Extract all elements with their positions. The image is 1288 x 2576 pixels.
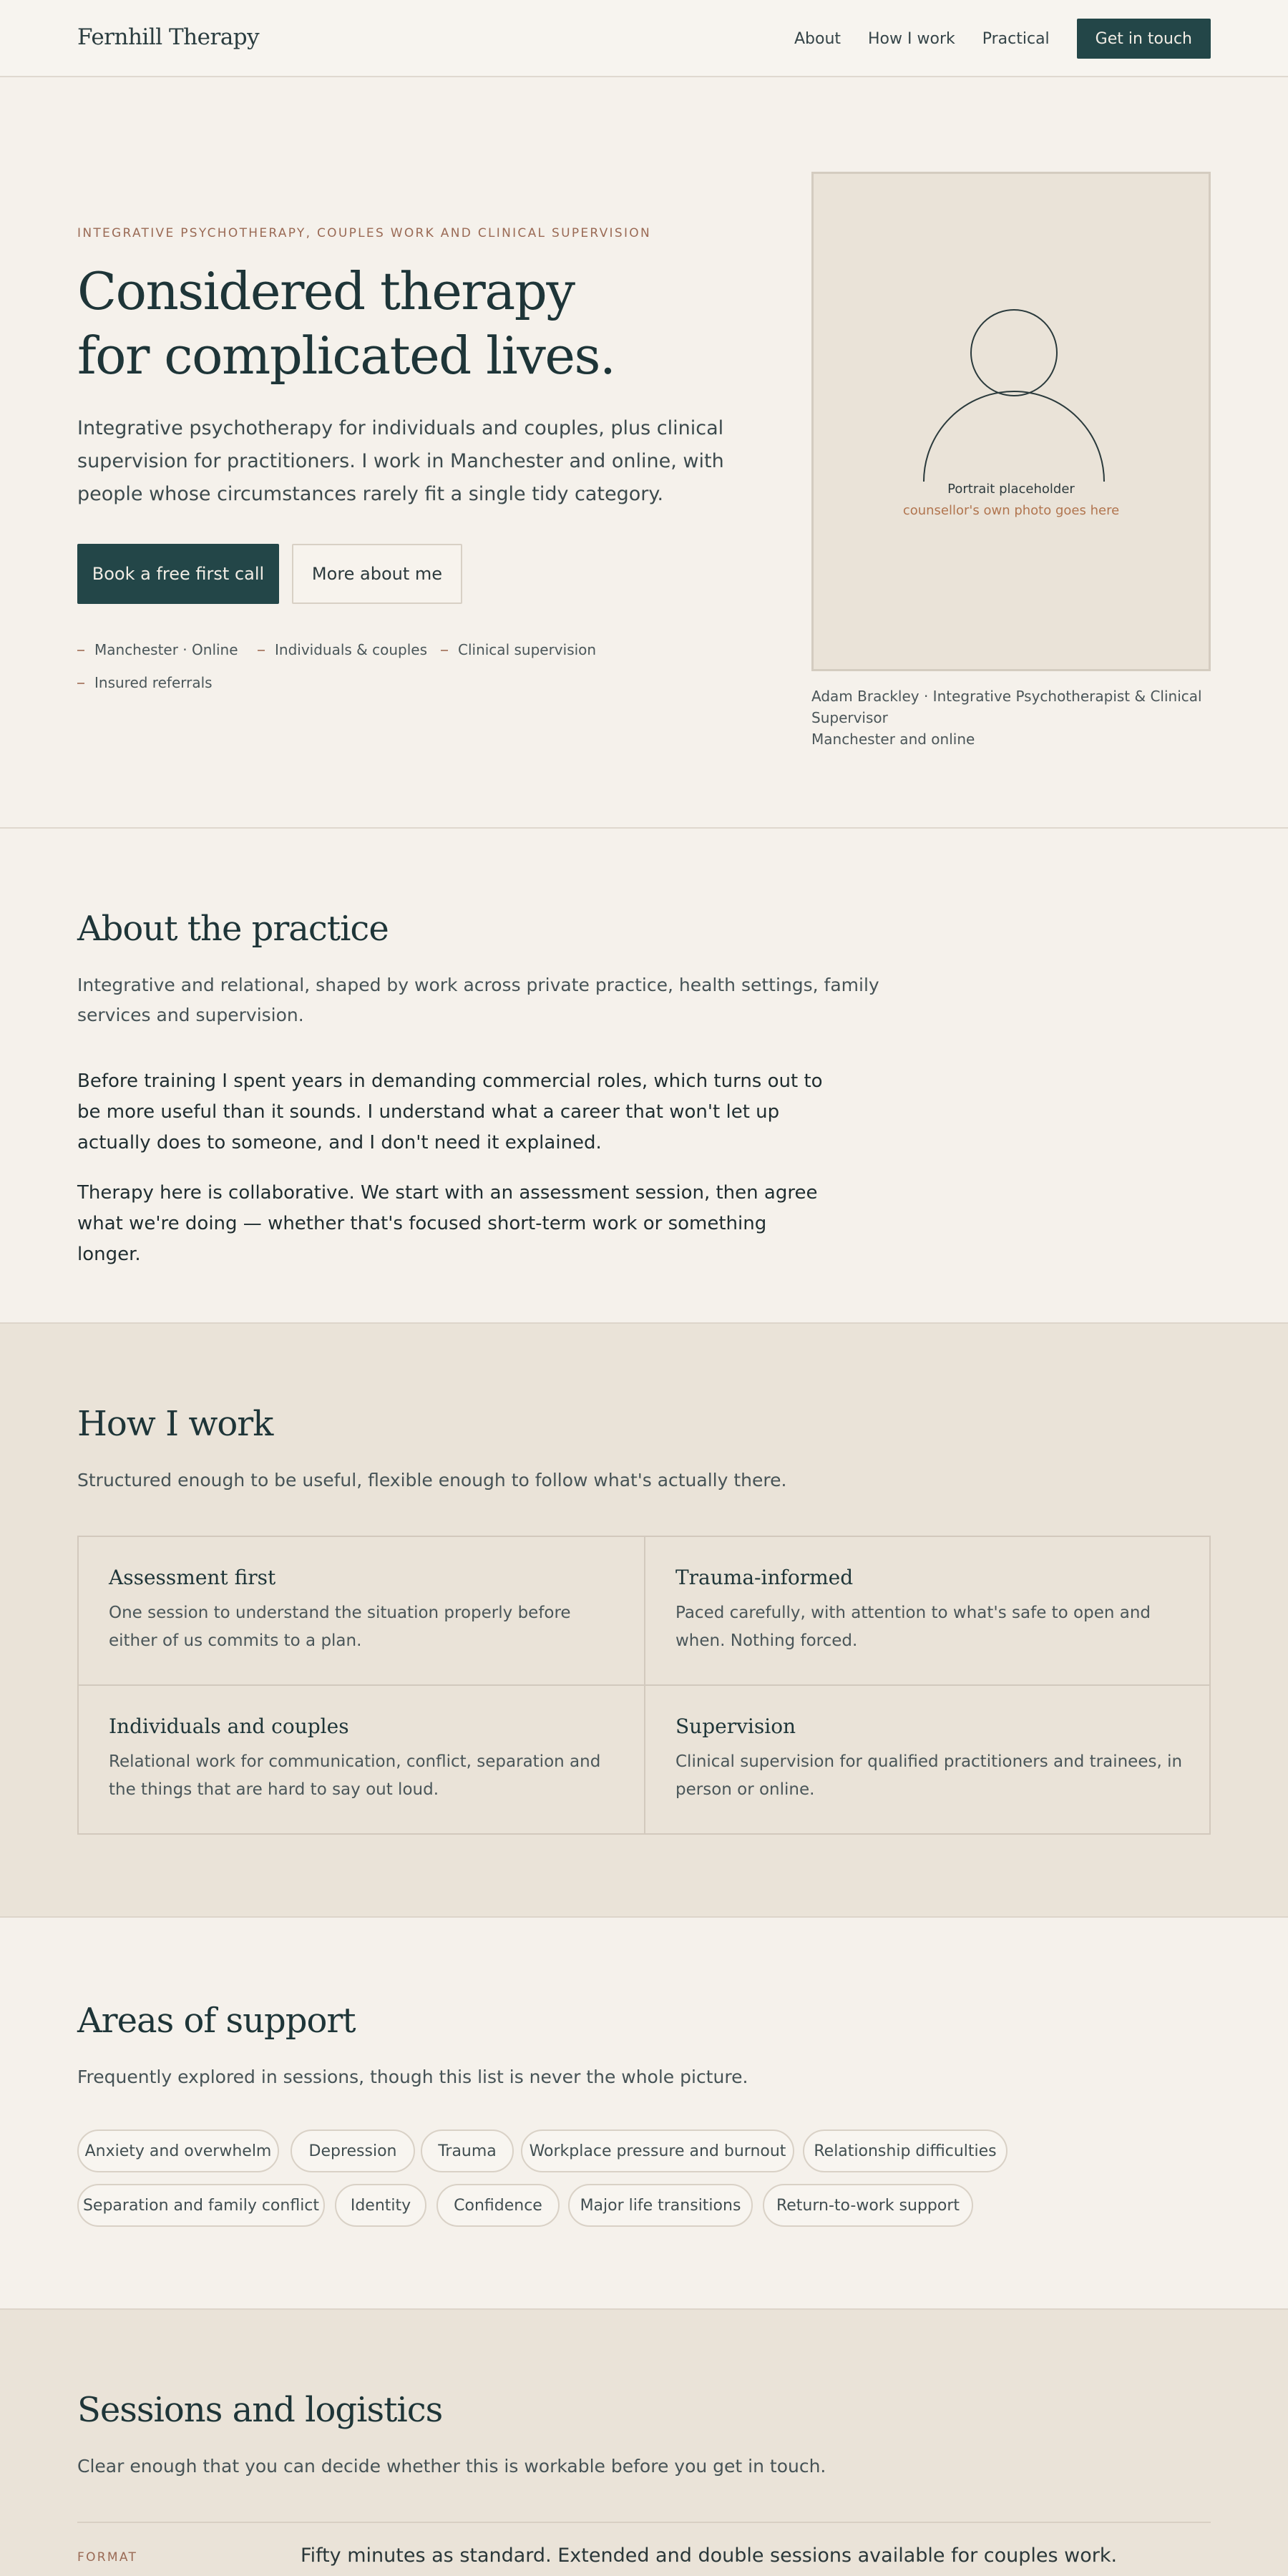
chip-depression[interactable]: Depression: [291, 2129, 415, 2172]
brand-logo[interactable]: Fernhill Therapy: [77, 24, 260, 50]
hero-title-line-2: for complicated lives.: [77, 326, 615, 386]
chip-return-to-work[interactable]: Return-to-work support: [763, 2184, 973, 2227]
logistics-section: [0, 2308, 1288, 2576]
logistics-row-label: FORMAT: [77, 2550, 138, 2565]
hero-eyebrow: INTEGRATIVE PSYCHOTHERAPY, COUPLES WORK AND CLINICAL SUPERVISION: [77, 226, 651, 240]
chip-anxiety[interactable]: Anxiety and overwhelm: [77, 2129, 279, 2172]
portrait-placeholder-title: Portrait placeholder: [947, 482, 1075, 497]
chip-identity[interactable]: Identity: [335, 2184, 426, 2227]
main-nav: [767, 19, 1211, 59]
tag-location: Manchester · Online: [94, 641, 238, 658]
caption-name: Adam Brackley · Integrative Psychotherapist & Clinical: [811, 688, 1202, 705]
how-heading: How I work: [77, 1404, 273, 1444]
about-paragraph-2: Therapy here is collaborative. We start with an assessment session, then agree what we're doing — whether that's focused short-term work or something longer.: [77, 1182, 818, 1265]
logistics-divider: [77, 2522, 1211, 2523]
logistics-heading: Sessions and logistics: [77, 2390, 443, 2430]
book-free-call-button[interactable]: Book a free first call: [77, 544, 279, 604]
card-title: Individuals and couples: [109, 1714, 349, 1738]
chip-separation[interactable]: Separation and family conflict: [77, 2184, 325, 2227]
portrait-placeholder-subtitle: counsellor's own photo goes here: [902, 503, 1120, 518]
portrait-placeholder: [811, 172, 1211, 671]
card-title: Assessment first: [109, 1566, 276, 1589]
areas-heading: Areas of support: [77, 2001, 356, 2041]
how-i-work-grid: [77, 1536, 1211, 1835]
card-title: Trauma-informed: [675, 1566, 854, 1589]
tag-clients: Individuals & couples: [275, 641, 428, 658]
card-text: Paced carefully, with attention to what's safe to open and when. Nothing forced.: [675, 1604, 1151, 1650]
more-about-me-button[interactable]: More about me: [292, 544, 462, 604]
how-subtitle: Structured enough to be useful, flexible enough to follow what's actually there.: [77, 1470, 787, 1491]
card-text: One session to understand the situation properly before either of us commits to a plan.: [109, 1604, 571, 1650]
logistics-row-value: Fifty minutes as standard. Extended and double sessions available for couples work.: [301, 2545, 1118, 2567]
chip-trauma[interactable]: Trauma: [421, 2129, 514, 2172]
nav-about[interactable]: About: [794, 29, 841, 48]
card-text: Clinical supervision for qualified practitioners and trainees, in person or online.: [675, 1752, 1183, 1799]
nav-practical[interactable]: Practical: [982, 29, 1050, 48]
chip-relationships[interactable]: Relationship difficulties: [803, 2129, 1008, 2172]
chip-workplace-burnout[interactable]: Workplace pressure and burnout: [521, 2129, 794, 2172]
get-in-touch-button[interactable]: Get in touch: [1077, 19, 1211, 59]
about-subtitle: Integrative and relational, shaped by work across private practice, health settings, family services and supervision.: [77, 975, 879, 1025]
hero-title: [77, 259, 693, 388]
hero-lead: Integrative psychotherapy for individuals and couples, plus clinical supervision for practitioners. I work in Manchester and online, with people whose circumstances rarely fit a single tidy category.: [77, 417, 724, 505]
logistics-subtitle: Clear enough that you can decide whether this is workable before you get in touch.: [77, 2456, 826, 2477]
card-title: Supervision: [675, 1714, 796, 1738]
tag-insured: Insured referrals: [94, 674, 213, 691]
card-text: Relational work for communication, conflict, separation and the things that are hard to say out loud.: [109, 1752, 601, 1799]
about-paragraph-1: Before training I spent years in demanding commercial roles, which turns out to be more useful than it sounds. I understand what a career that won't let up actually does to someone, and I don't need it explained.: [77, 1070, 823, 1153]
divider: [0, 827, 1288, 829]
card-individuals-couples: [109, 1714, 624, 1804]
portrait-caption: [811, 686, 1212, 750]
caption-location: Manchester and online: [811, 731, 975, 748]
chip-confidence[interactable]: Confidence: [436, 2184, 560, 2227]
hero-title-line-1: Considered therapy: [77, 261, 575, 321]
caption-role: Supervisor: [811, 709, 888, 726]
person-silhouette-icon: [921, 303, 1107, 489]
card-trauma-informed: [675, 1566, 1191, 1655]
areas-subtitle: Frequently explored in sessions, though this list is never the whole picture.: [77, 2067, 748, 2087]
chip-life-transitions[interactable]: Major life transitions: [568, 2184, 753, 2227]
site-header: [0, 0, 1288, 77]
about-heading: About the practice: [77, 909, 389, 949]
card-supervision: [675, 1714, 1191, 1804]
card-assessment: [109, 1566, 624, 1655]
nav-how-i-work[interactable]: How I work: [868, 29, 955, 48]
tag-supervision: Clinical supervision: [458, 641, 597, 658]
